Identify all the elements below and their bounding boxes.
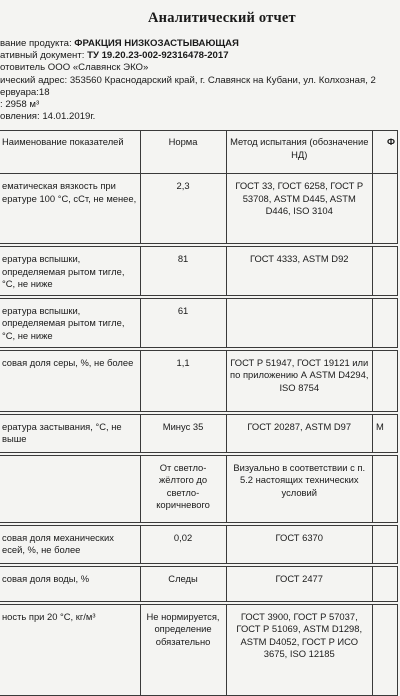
meta-manufacturer-value: ООО «Славянск ЭКО» <box>47 62 149 74</box>
row-fact-cell <box>372 247 397 296</box>
row-method-cell: ГОСТ 20287, ASTM D97 <box>226 414 372 452</box>
row-method-cell: ГОСТ 4333, ASTM D92 <box>226 247 372 296</box>
header-norm: Норма <box>140 131 226 174</box>
row-name-cell: ематическая вязкость при ературе 100 °С, сСт, не менее, <box>0 174 140 244</box>
row-name-cell <box>0 455 140 522</box>
meta-doc-label: ативный документ: <box>0 50 85 62</box>
meta-document <box>0 50 376 62</box>
row-norm-cell: Минус 35 <box>140 414 226 452</box>
meta-tank <box>0 87 376 99</box>
row-norm-cell: 81 <box>140 247 226 296</box>
row-name-cell: совая доля воды, % <box>0 566 140 601</box>
row-method-cell: ГОСТ 33, ГОСТ 6258, ГОСТ Р 53708, ASTM D445, ASTM D446, ISO 3104 <box>226 174 372 244</box>
meta-tank-value: 18 <box>38 86 50 98</box>
row-method-cell: ГОСТ Р 51947, ГОСТ 19121 или по приложению А ASTM D4294, ISO 8754 <box>226 350 372 411</box>
meta-tank-label: ервуара: <box>0 86 39 98</box>
meta-manufacturer-label: отовитель <box>0 62 46 74</box>
header-name: Наименование показателей <box>0 131 140 174</box>
table-row <box>0 525 398 563</box>
table-row <box>0 350 398 411</box>
row-fact-cell: М <box>372 414 397 452</box>
meta-address-label: ический адрес: <box>0 74 68 86</box>
table-row <box>0 604 398 695</box>
row-method-cell: ГОСТ 3900, ГОСТ Р 57037, ГОСТ Р 51069, ASTM D1298, ASTM D4052, ГОСТ Р ИСО 3675, ISO 12185 <box>226 604 372 695</box>
meta-volume <box>0 99 376 111</box>
meta-address <box>0 75 376 87</box>
row-fact-cell <box>372 174 397 244</box>
row-fact-cell <box>372 566 397 601</box>
row-norm-cell: Не нормируется, определение обязательно <box>140 604 226 695</box>
meta-address-value: 353560 Краснодарский край, г. Славянск на Кубани, ул. Колхозная, 2 <box>69 74 376 86</box>
row-norm-cell: Следы <box>140 566 226 601</box>
row-name-cell: ература вспышки, определяемая рытом тигле, °С, не ниже <box>0 247 140 296</box>
meta-date <box>0 111 376 123</box>
row-fact-cell <box>372 350 397 411</box>
row-norm-cell: 2,3 <box>140 174 226 244</box>
header-method: Метод испытания (обозначение НД) <box>226 131 372 174</box>
row-method-cell: ГОСТ 2477 <box>226 566 372 601</box>
table-row <box>0 455 398 522</box>
row-fact-cell <box>372 455 397 522</box>
table-row <box>0 566 398 601</box>
report-title: Аналитический отчет <box>148 10 296 26</box>
meta-product <box>0 38 376 50</box>
row-norm-cell: 1,1 <box>140 350 226 411</box>
row-name-cell: ература вспышки, определяемая рытом тигле, °С, не ниже <box>0 298 140 347</box>
meta-date-label: овления: <box>0 111 40 123</box>
table-header-row <box>0 131 398 174</box>
meta-volume-label: : <box>0 99 3 111</box>
header-fact: Ф <box>372 131 397 174</box>
row-norm-cell: 61 <box>140 298 226 347</box>
meta-volume-value: 2958 м³ <box>5 99 40 111</box>
meta-manufacturer <box>0 62 376 74</box>
meta-product-value: ФРАКЦИЯ НИЗКОЗАСТЫВАЮЩАЯ <box>74 38 239 49</box>
table-row <box>0 247 398 296</box>
row-method-cell: Визуально в соответствии с п. 5.2 настоящих технических условий <box>226 455 372 522</box>
row-fact-cell <box>372 298 397 347</box>
row-norm-cell: От светло-жёлтого до светло-коричневого <box>140 455 226 522</box>
meta-doc-value: ТУ 19.20.23-002-92316478-2017 <box>87 50 229 62</box>
table-row <box>0 298 398 347</box>
results-table <box>0 130 398 696</box>
row-method-cell: ГОСТ 6370 <box>226 525 372 563</box>
row-name-cell: совая доля серы, %, не более <box>0 350 140 411</box>
row-name-cell: ность при 20 °С, кг/м³ <box>0 604 140 695</box>
row-method-cell <box>226 298 372 347</box>
row-fact-cell <box>372 525 397 563</box>
row-name-cell: совая доля механических есей, %, не более <box>0 525 140 563</box>
row-fact-cell <box>372 604 397 695</box>
table-row <box>0 174 398 244</box>
report-meta <box>0 38 376 123</box>
table-row <box>0 414 398 452</box>
meta-date-value: 14.01.2019г. <box>42 111 96 123</box>
meta-product-label: вание продукта: <box>0 38 72 49</box>
row-norm-cell: 0,02 <box>140 525 226 563</box>
row-name-cell: ература застывания, °С, не выше <box>0 414 140 452</box>
